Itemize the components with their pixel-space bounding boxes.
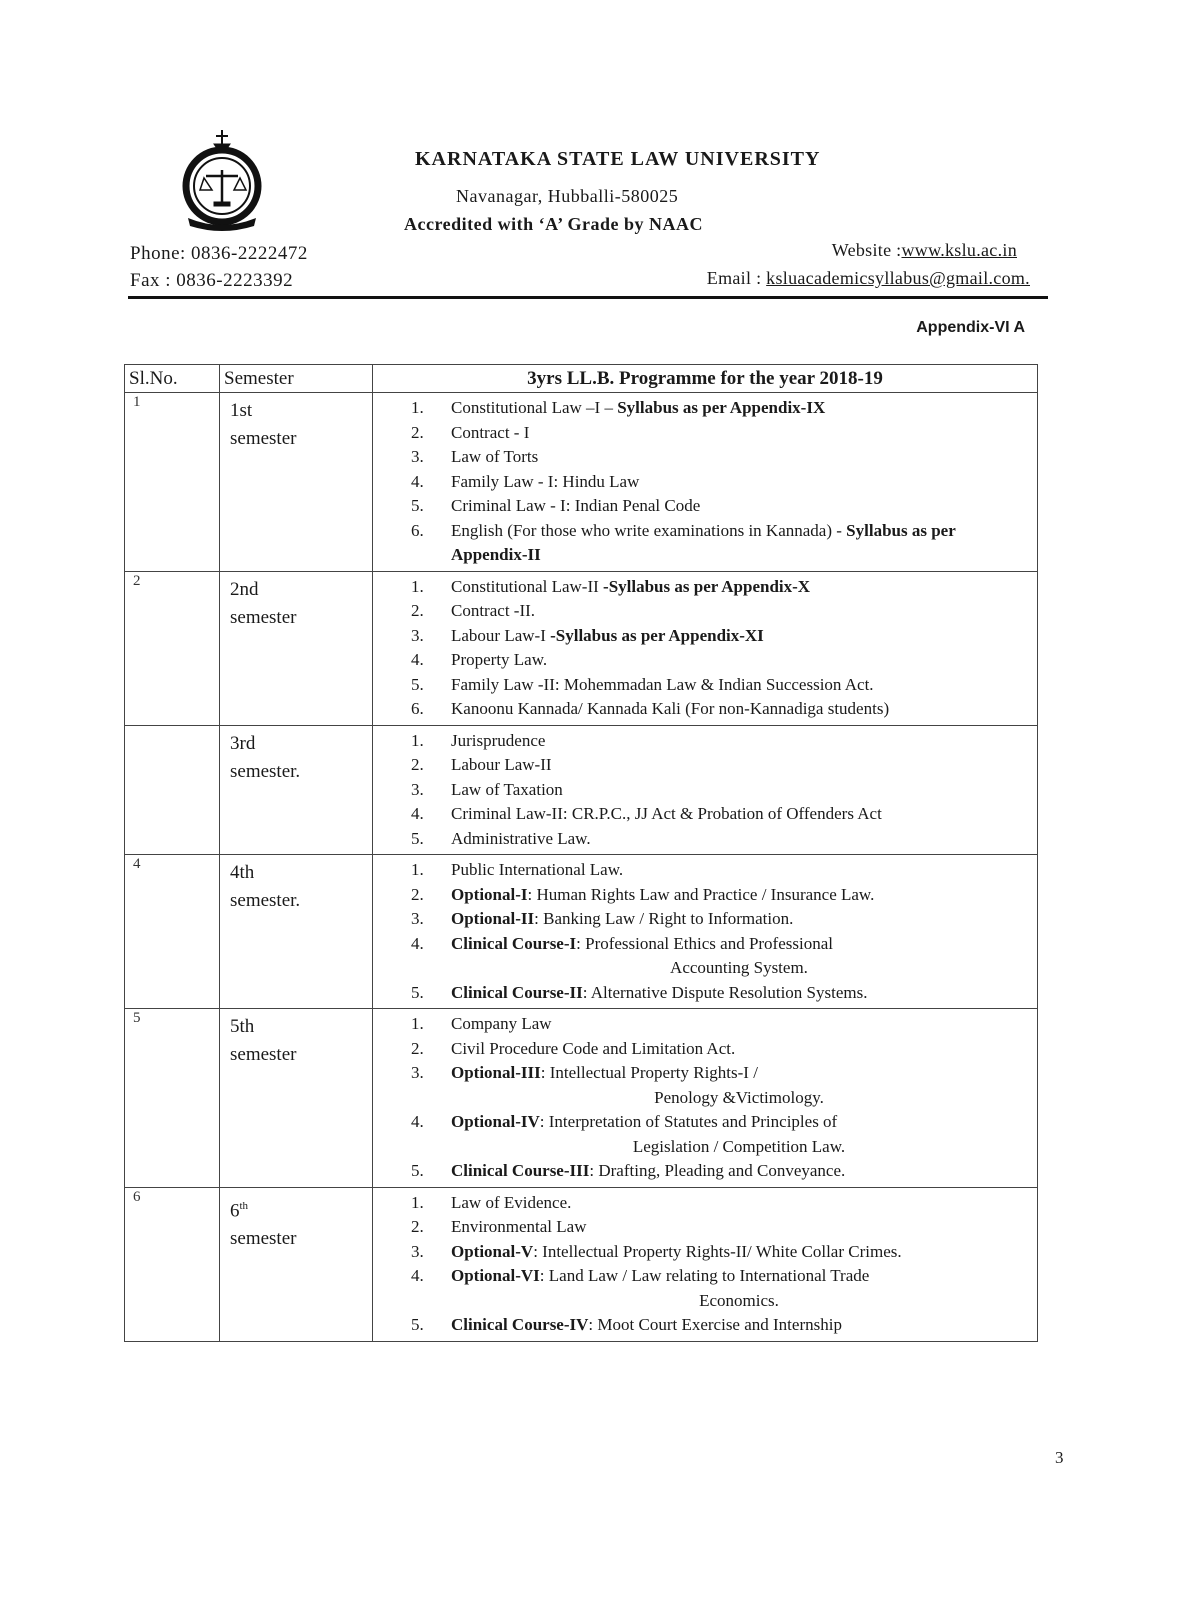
course-list (411, 575, 1027, 722)
course-item (411, 673, 1027, 698)
cell-slno: 5 (125, 1009, 220, 1188)
cell-slno: 4 (125, 855, 220, 1009)
course-item (411, 753, 1027, 778)
course-syllabus-note: Syllabus as per Appendix-IX (617, 398, 826, 417)
course-number: 3. (411, 447, 424, 466)
semester-number (230, 730, 362, 758)
course-label: Clinical Course-IV (451, 1315, 589, 1334)
cell-semester (220, 725, 373, 855)
course-number: 4. (411, 1266, 424, 1285)
website-link[interactable]: www.kslu.ac.in (901, 240, 1017, 260)
email-label: Email : (706, 268, 767, 288)
course-number: 4. (411, 933, 424, 953)
course-label: Clinical Course-I (451, 933, 577, 953)
header-semester: Semester (220, 365, 373, 393)
course-text: : Drafting, Pleading and Conveyance. (589, 1161, 846, 1180)
university-address: Navanagar, Hubballi-580025 (456, 186, 679, 206)
course-text: Criminal Law - I: Indian Penal Code (451, 496, 701, 515)
course-number: 4. (411, 650, 424, 669)
header-programme: 3yrs LL.B. Programme for the year 2018-19 (373, 365, 1038, 393)
course-number: 2. (411, 601, 424, 620)
course-label: Optional-I (451, 884, 528, 904)
course-text: Administrative Law. (451, 828, 591, 848)
course-number: 4. (411, 804, 424, 823)
course-text: : Alternative Dispute Resolution Systems. (582, 982, 868, 1002)
course-item (411, 778, 1027, 803)
semester-ordinal: 4th (230, 862, 255, 883)
cell-courses (373, 1187, 1038, 1341)
course-text: Property Law. (451, 650, 548, 669)
course-item (411, 1191, 1027, 1216)
course-text: : Interpretation of Statutes and Principles of (539, 1112, 838, 1131)
table-row (125, 571, 1038, 725)
cell-courses (373, 571, 1038, 725)
course-item (411, 981, 1027, 1006)
course-number: 4. (411, 471, 424, 491)
cell-slno (125, 725, 220, 855)
website-line (832, 240, 1017, 261)
course-item (411, 1240, 1027, 1265)
semester-ordinal: 5th (230, 1016, 255, 1037)
semester-suffix: th (239, 1199, 249, 1212)
course-text: : Intellectual Property Rights-II/ White Collar Crimes. (533, 1241, 902, 1261)
course-list (411, 396, 1027, 568)
course-text: Company Law (451, 1014, 552, 1033)
semester-number (230, 1013, 362, 1041)
course-number: 1. (411, 576, 424, 596)
course-text: Criminal Law-II: CR.P.C., JJ Act & Probation of Offenders Act (451, 804, 882, 823)
semester-word: semester. (230, 890, 301, 911)
course-item (411, 1313, 1027, 1338)
cell-semester (220, 1187, 373, 1341)
course-number: 4. (411, 1112, 424, 1131)
course-item (411, 802, 1027, 827)
course-number: 6. (411, 520, 424, 540)
semester-word: semester (230, 428, 297, 449)
course-list (411, 1191, 1027, 1338)
course-item (411, 1110, 1027, 1159)
syllabus-table (124, 364, 1038, 1342)
course-syllabus-note: Syllabus as per Appendix-II (451, 520, 956, 564)
course-label: Optional-III (451, 1063, 541, 1082)
course-item (411, 1159, 1027, 1184)
course-number: 1. (411, 398, 424, 417)
course-list (411, 729, 1027, 852)
course-item (411, 1215, 1027, 1240)
course-item (411, 858, 1027, 883)
course-text: Constitutional Law-II (451, 576, 604, 596)
semester-word: semester (230, 1227, 297, 1249)
course-text: Labour Law-I (451, 625, 551, 645)
course-item (411, 494, 1027, 519)
course-number: 3. (411, 625, 424, 645)
course-item (411, 421, 1027, 446)
course-text: English (For those who write examinations in Kannada) - (451, 520, 847, 540)
course-item (411, 883, 1027, 908)
semester-number (230, 1192, 362, 1225)
course-number: 3. (411, 1241, 424, 1261)
course-text-continued: Legislation / Competition Law. (632, 1136, 846, 1156)
header-slno: Sl.No. (125, 365, 220, 393)
table-row (125, 855, 1038, 1009)
course-label: Clinical Course-III (451, 1161, 590, 1180)
course-text: Kanoonu Kannada/ Kannada Kali (For non-Kannadiga students) (451, 699, 890, 718)
semester-word: semester (230, 606, 297, 628)
course-label: Optional-V (451, 1241, 534, 1261)
course-text: Contract -II. (451, 601, 536, 620)
course-number: 3. (411, 909, 424, 928)
cell-courses (373, 725, 1038, 855)
course-number: 2. (411, 884, 424, 904)
cell-slno: 2 (125, 571, 220, 725)
course-item (411, 932, 1027, 981)
cell-semester (220, 1009, 373, 1188)
course-text: Environmental Law (451, 1217, 587, 1236)
course-number: 3. (411, 779, 424, 799)
course-item (411, 697, 1027, 722)
course-item (411, 575, 1027, 600)
university-logo (176, 128, 268, 232)
course-item (411, 648, 1027, 673)
course-number: 1. (411, 1014, 424, 1033)
course-number: 2. (411, 1217, 424, 1236)
table-row (125, 1187, 1038, 1341)
course-number: 5. (411, 674, 424, 694)
course-text: : Banking Law / Right to Information. (534, 909, 794, 928)
course-list (411, 1012, 1027, 1184)
course-label: Optional-II (451, 909, 535, 928)
table-row (125, 1009, 1038, 1188)
semester-ordinal: 6 (230, 1199, 240, 1221)
cell-semester (220, 855, 373, 1009)
course-number: 5. (411, 496, 424, 515)
course-item (411, 1061, 1027, 1110)
course-number: 5. (411, 1161, 424, 1180)
table-row (125, 725, 1038, 855)
course-number: 5. (411, 1315, 424, 1334)
course-list (411, 858, 1027, 1005)
course-number: 1. (411, 730, 424, 750)
cell-semester (220, 571, 373, 725)
course-text-continued: Accounting System. (670, 958, 808, 977)
course-label: Optional-VI (451, 1266, 540, 1285)
fax-number: Fax : 0836-2223392 (130, 270, 294, 291)
course-number: 2. (411, 755, 424, 774)
cell-slno: 1 (125, 393, 220, 572)
semester-ordinal: 3rd (230, 732, 256, 754)
semester-ordinal: 2nd (230, 578, 259, 600)
course-text: : Intellectual Property Rights-I / (540, 1063, 758, 1082)
course-text: : Human Rights Law and Practice / Insurance Law. (527, 884, 875, 904)
cell-courses (373, 855, 1038, 1009)
course-text: : Moot Court Exercise and Internship (588, 1315, 842, 1334)
course-text: Law of Evidence. (451, 1192, 572, 1212)
phone-number: Phone: 0836-2222472 (130, 243, 308, 264)
course-item (411, 445, 1027, 470)
course-text: Constitutional Law –I – (451, 398, 618, 417)
course-number: 3. (411, 1063, 424, 1082)
course-label: Clinical Course-II (451, 982, 583, 1002)
semester-number (230, 397, 362, 425)
header-divider (128, 296, 1048, 299)
course-item (411, 1037, 1027, 1062)
university-name: KARNATAKA STATE LAW UNIVERSITY (415, 148, 821, 170)
appendix-label: Appendix-VI A (916, 319, 1025, 336)
email-link[interactable]: ksluacademicsyllabus@gmail.com. (766, 268, 1030, 288)
course-item (411, 827, 1027, 852)
course-text-continued: Economics. (699, 1290, 779, 1310)
course-text: : Professional Ethics and Professional (576, 933, 833, 953)
semester-number (230, 576, 362, 604)
course-item (411, 1264, 1027, 1313)
table-header-row (125, 365, 1038, 393)
course-number: 1. (411, 1192, 424, 1212)
cell-semester (220, 393, 373, 572)
course-item (411, 624, 1027, 649)
email-line (707, 268, 1030, 289)
course-item (411, 519, 1027, 568)
table-body (125, 393, 1038, 1342)
course-text: Labour Law-II (451, 755, 552, 774)
course-item (411, 470, 1027, 495)
course-syllabus-note: -Syllabus as per Appendix-XI (550, 625, 764, 645)
course-item (411, 907, 1027, 932)
course-text: : Land Law / Law relating to International Trade (539, 1266, 870, 1285)
course-text: Law of Torts (451, 447, 539, 466)
course-text: Family Law -II: Mohemmadan Law & Indian Succession Act. (451, 674, 874, 694)
page-number: 3 (1055, 1448, 1064, 1467)
course-number: 1. (411, 860, 424, 879)
course-text: Jurisprudence (451, 730, 546, 750)
semester-word: semester. (230, 760, 301, 782)
table-row (125, 393, 1038, 572)
course-item (411, 599, 1027, 624)
accreditation: Accredited with ‘A’ Grade by NAAC (404, 214, 703, 234)
cell-courses (373, 1009, 1038, 1188)
semester-word: semester (230, 1044, 297, 1065)
course-number: 2. (411, 422, 424, 442)
semester-number (230, 859, 362, 887)
course-text: Family Law - I: Hindu Law (451, 471, 640, 491)
course-text: Contract - I (451, 422, 530, 442)
course-item (411, 1012, 1027, 1037)
course-item (411, 729, 1027, 754)
course-item (411, 396, 1027, 421)
website-label: Website : (831, 240, 902, 260)
course-text: Public International Law. (451, 860, 624, 879)
course-text-continued: Penology &Victimology. (654, 1087, 824, 1107)
course-text: Civil Procedure Code and Limitation Act. (451, 1038, 736, 1058)
course-number: 5. (411, 828, 424, 848)
course-syllabus-note: -Syllabus as per Appendix-X (603, 576, 811, 596)
course-label: Optional-IV (451, 1112, 540, 1131)
cell-courses (373, 393, 1038, 572)
course-text: Law of Taxation (451, 779, 563, 799)
course-number: 2. (411, 1038, 424, 1058)
course-number: 5. (411, 982, 424, 1002)
course-number: 6. (411, 699, 424, 718)
semester-ordinal: 1st (230, 400, 253, 421)
cell-slno: 6 (125, 1187, 220, 1341)
